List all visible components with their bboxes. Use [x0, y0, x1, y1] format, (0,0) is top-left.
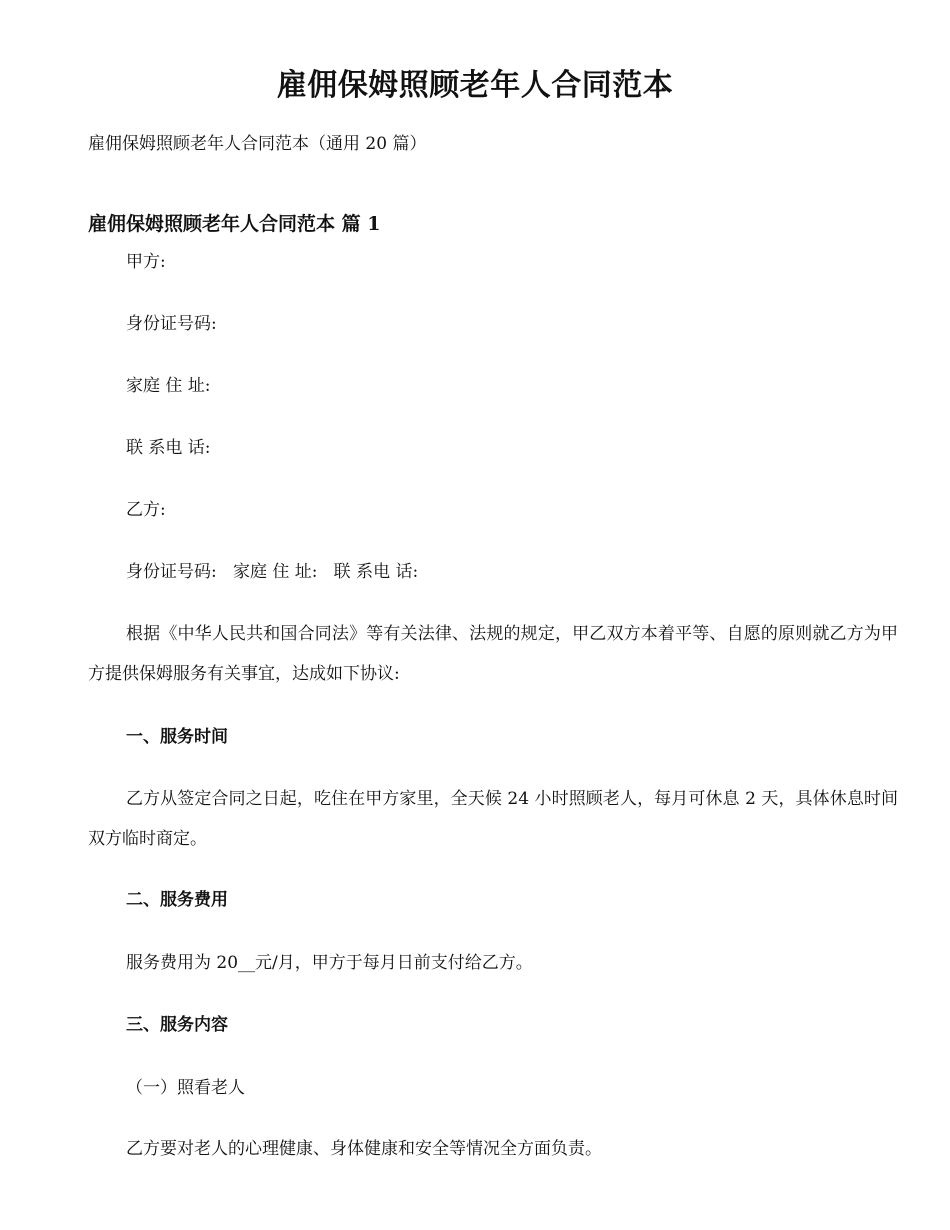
- party-a-label: 甲方:: [126, 252, 166, 272]
- clause3-subheading: （一）照看老人: [126, 1078, 245, 1098]
- party-b-label: 乙方:: [126, 500, 166, 520]
- clause2-text: 服务费用为 20__元/月，甲方于每月日前支付给乙方。: [126, 953, 533, 973]
- document-title: 雇佣保姆照顾老年人合同范本: [276, 68, 674, 103]
- party-a-id-label: 身份证号码:: [126, 314, 217, 334]
- party-a-phone-label: 联 系电 话:: [126, 438, 211, 458]
- clause3-sub-text: 乙方要对老人的心理健康、身体健康和安全等情况全方面负责。: [126, 1139, 602, 1159]
- intro-paragraph: 根据《中华人民共和国合同法》等有关法律、法规的规定，甲乙双方本着平等、自愿的原则就乙方为甲方提供保姆服务有关事宜，达成如下协议:: [88, 624, 898, 684]
- party-b-info-line: 身份证号码: 家庭 住 址: 联 系电 话:: [126, 562, 419, 582]
- document-subtitle: 雇佣保姆照顾老年人合同范本（通用 20 篇）: [88, 134, 427, 154]
- clause2-heading: 二、服务费用: [126, 890, 228, 910]
- clause1-text: 乙方从签定合同之日起，吃住在甲方家里，全天候 24 小时照顾老人，每月可休息 2 天，具体休息时间双方临时商定。: [88, 789, 898, 849]
- party-a-address-label: 家庭 住 址:: [126, 376, 211, 396]
- clause1-heading: 一、服务时间: [126, 727, 228, 747]
- section-heading: 雇佣保姆照顾老年人合同范本 篇 1: [88, 213, 381, 235]
- clause3-heading: 三、服务内容: [126, 1015, 228, 1035]
